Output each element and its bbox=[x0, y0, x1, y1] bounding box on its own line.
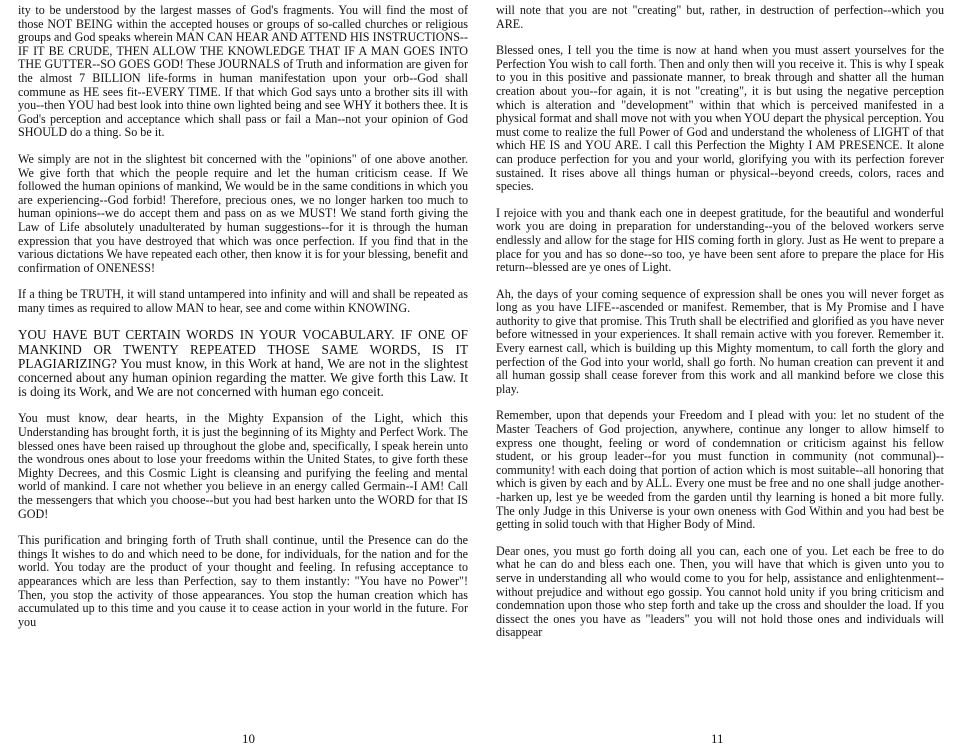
right-paragraph-2: Blessed ones, I tell you the time is now at hand when you must assert yourselves for the Perfection You wish to call forth. Then and only then will you receive it. This is why I speak to you in this positive and passionate manner, to break through and shatter all the human creation about you--for again, it is not "creating", it is but using the negative perception which is alteration and "development" within that which is perceived manifested in a physical format and shall move not with you when YOU depart the physical perception. You must come to realize the full Power of God and understand the wholeness of LIGHT of that which HE IS and YOU ARE. I call this Perfection the Mighty I AM PRESENCE. It alone can produce perfection for you and your world, glorifying you with its perfection forever sustained. It rises above all things human or physical--beyond creeds, colors, races and species. bbox=[496, 43, 944, 194]
right-paragraph-5: Remember, upon that depends your Freedom and I plead with you: let no student of the Master Teachers of God projection, anywhere, continue any longer to allow himself to express one thought, feeling or word of condemnation or criticism against his fellow student, or his group leader--for you must function in community (not communal)--community! with each doing that portion of action which is most suitable--all honoring that which is given by each and by ALL. Every one must be free and no one shall judge another--harken up, lest ye be weeded from the garden until thy learning is honed a bit more fully. The only Judge in this Universe is your own oneness with God Within and you had best be getting in solid touch with that Higher Body of Mind. bbox=[496, 408, 944, 532]
left-paragraph-3: If a thing be TRUTH, it will stand untampered into infinity and will and shall be repeated as many times as required to allow MAN to hear, see and come within KNOWING. bbox=[18, 287, 468, 315]
left-paragraph-2: We simply are not in the slightest bit concerned with the "opinions" of one above another. We give forth that which the people require and let the human criticism cease. If We followed the human opinions of mankind, We would be in the same conditions in which you are experiencing--God forbid! Therefore, precious ones, we no longer harken too much to human opinions--we do accept them and pass on as we MUST! We stand forth giving the Law of Life absolutely unadulterated by human suggestions--for it is through the human expression that you have destroyed that which was once perfection. If you find that in the various dictations We have repeated each other, then know it is for your blessing, benefit and confirmation of ONENESS! bbox=[18, 151, 468, 275]
right-paragraph-6: Dear ones, you must go forth doing all you can, each one of you. Let each be free to do what he can do and bless each one. Then, you will have that which is given unto you to serve in understanding all who would come to you for help, assistance and enlightenment--without prejudice and without ego gossip. You cannot hold unity if you bring criticism and condemnation upon those who step forth and take up the cross and shoulder the load. If you dissect the ones you have as "leaders" you will not hold those ones and individuals will disappear bbox=[496, 543, 944, 640]
left-paragraph-6: This purification and bringing forth of Truth shall continue, until the Presence can do the things It wishes to do and which need to be done, for individuals, for the nation and for the world. You today are the product of your thought and feeling. In refusing acceptance to appearances which are less than Perfection, say to them instantly: "You have no Power"! Then, you stop the activity of those appearances. You stop the human creation which has accumulated up to this time and you cause it to cease action in your world in the future. For you bbox=[18, 533, 468, 629]
left-paragraph-4: YOU HAVE BUT CERTAIN WORDS IN YOUR VOCABULARY. IF ONE OF MANKIND OR TWENTY REPEATED THOSE SAME WORDS, IS IT PLAGIARIZING? You must know, in this Work at hand, We are not in the slightest concerned about any human opinion regarding the matter. We give forth this Law. It is doing its Work, and We are not concerned with human ego conceit. bbox=[18, 327, 468, 400]
left-paragraph-5: You must know, dear hearts, in the Mighty Expansion of the Light, which this Understanding has brought forth, it is just the beginning of its Mighty and Perfect Work. The blessed ones have been raised up throughout the globe and, specifically, I speak herein unto the wondrous ones about to lose your freedoms within the United States, to give forth these Mighty Decrees, and this Cosmic Light is cleansing and purifying the feeling and mental world of mankind. I care not whether you believe in an energy called Germain--I AM! Call the messengers that which you choose--but you had best harken unto the WORD for that IS GOD! bbox=[18, 411, 468, 521]
left-page-number: 10 bbox=[242, 731, 255, 746]
right-paragraph-4: Ah, the days of your coming sequence of expression shall be ones you will never forget as long as you have LIFE--ascended or manifest. Remember, that is My Promise and I have authority to give that promise. This Truth shall be electrified and glorified as you have never before witnessed in your experiences. It shall remain active with you forever. Remember it. Every earnest call, which is building up this Mighty momentum, to call forth the glory and perfection of the God into your world, shall go forth. No human creation can prevent it and all human gossip shall cease forever from this work and all mankind before we close this play. bbox=[496, 286, 944, 396]
right-paragraph-1: will note that you are not "creating" but, rather, in destruction of perfection--which you ARE. bbox=[496, 3, 944, 31]
left-paragraph-1: ity to be understood by the largest masses of God's fragments. You will find the most of those NOT BEING within the accepted houses or groups of so-called churches or religious groups and God speaks wherein MAN CAN HEAR AND ATTEND HIS INSTRUCTIONS--IF IT BE CRUDE, THEN ALLOW THE KNOWLEDGE THAT IF A MAN GOES INTO THE GUTTER--SO GOES GOD! These JOURNALS of Truth and information are given for the almost 7 BILLION life-forms in human manifestation upon your orb--God shall commune as HE sees fit--EVERY TIME. If that which God says unto a brother sits ill with you--then YOU had best look into thine own lighted being and see WHY it bothers thee. It is God's perception and acceptance which shall pass or fail a Man--not your opinion of God SHOULD do a thing. So be it. bbox=[18, 3, 468, 140]
left-page bbox=[18, 4, 468, 642]
right-page bbox=[496, 4, 944, 653]
right-page-number: 11 bbox=[711, 731, 724, 746]
right-paragraph-3: I rejoice with you and thank each one in deepest gratitude, for the beautiful and wonderful work you are doing in preparation for understanding--you of the beloved workers serve endlessly and allow for the stage for HIS coming forth in glory. Just as He went to prepare a place for you and has so done--so too, ye have been sent afore to prepare the place for His return--blessed are ye ones of Light. bbox=[496, 205, 944, 275]
